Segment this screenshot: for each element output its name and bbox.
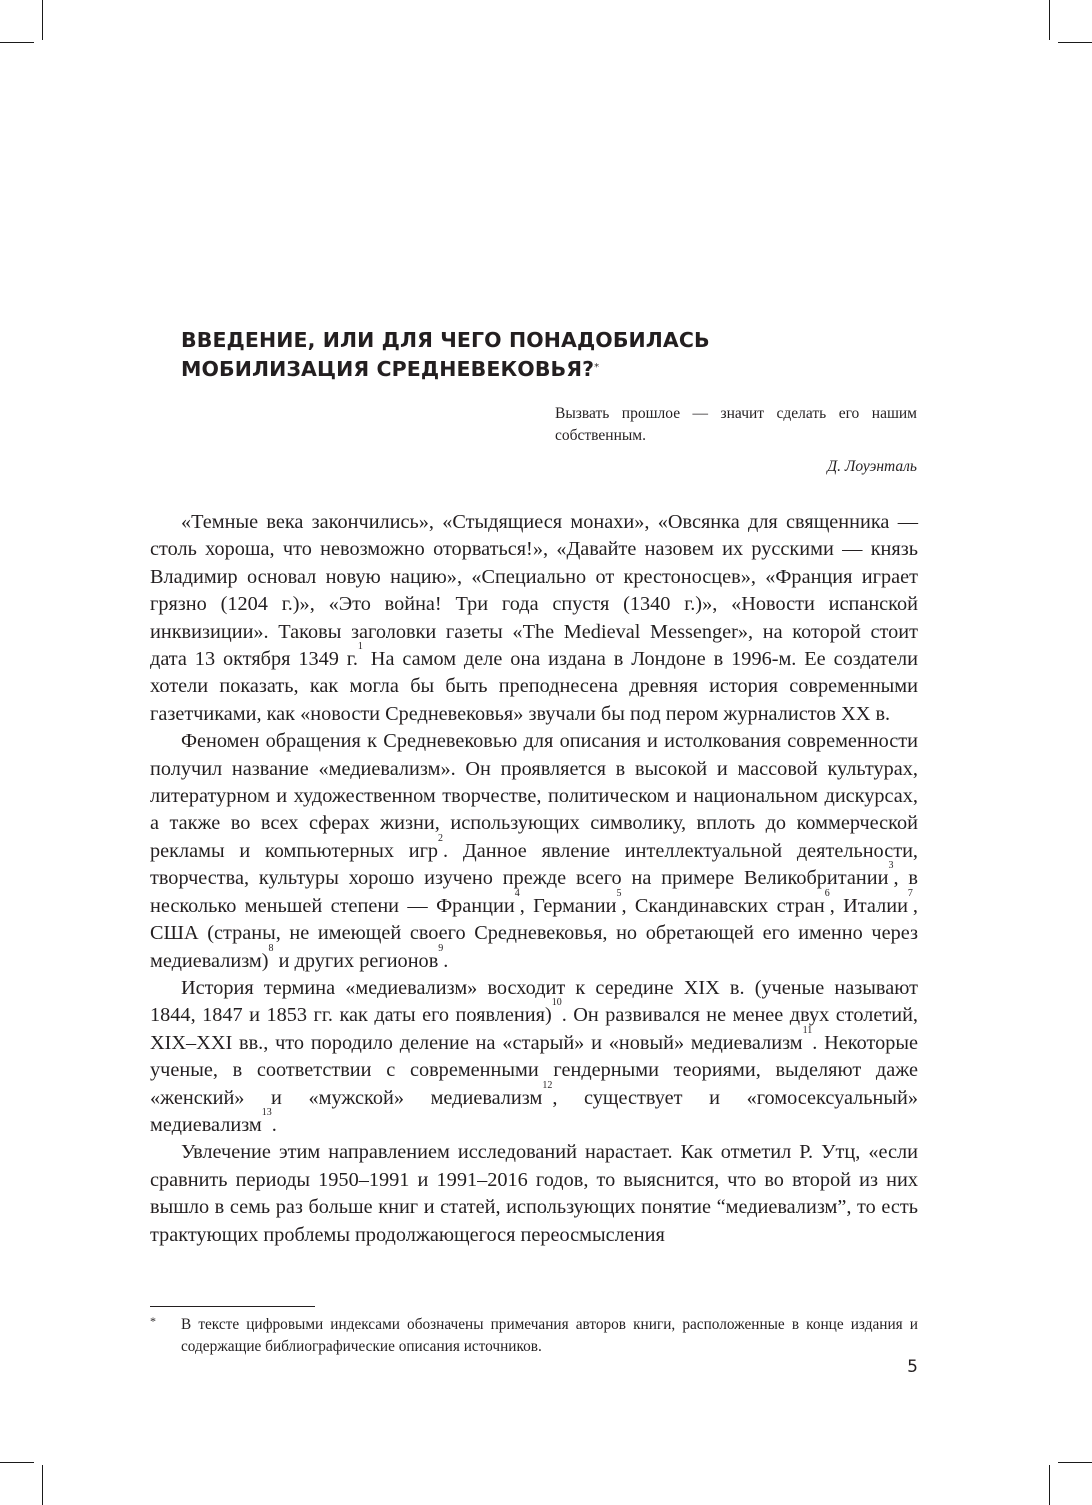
chapter-title: [181, 326, 801, 384]
crop-mark-bottom-right-h: [1058, 1462, 1092, 1463]
footnote-ref: 10: [551, 997, 562, 1009]
paragraph-text: , Германии: [519, 894, 617, 917]
footnote-ref: 2: [438, 832, 444, 844]
epigraph-author: Д. Лоуэнталь: [827, 458, 917, 475]
paragraph-text: и других регионов: [273, 949, 439, 972]
footnote-divider: [150, 1306, 315, 1307]
paragraph-text: История термина «медиевализм» восходит к середине XIX в. (ученые называют 1844, 1847 и 1853 гг. как даты его появления): [150, 976, 918, 1027]
footnote-marker: *: [150, 1314, 156, 1328]
paragraph-text: , США (страны, не имеющей своего Средневековья, но обретающей его именно через медиевализм): [150, 894, 918, 972]
paragraph-1: [150, 509, 918, 728]
crop-mark-top-right-v: [1049, 0, 1050, 40]
paragraph-text: , Италии: [829, 894, 908, 917]
crop-mark-top-left-v: [42, 0, 43, 40]
footnote-ref: 7: [907, 887, 913, 899]
footnote-ref: 8: [268, 942, 274, 954]
epigraph-quote: Вызвать прошлое — значит сделать его нашим собственным.: [555, 405, 917, 444]
footnote-ref: 3: [888, 860, 894, 872]
paragraph-2: [150, 728, 918, 975]
paragraph-text: Феномен обращения к Средневековью для описания и истолкования современности получил название «медиевализм». Он проявляется в высокой и массовой культурах, литературном и художественном творчестве, политическом и национальном дискурсах, а также во всех сферах жизни, использующих символику, вплоть до коммерческой рекламы и компьютерных игр: [150, 730, 918, 862]
page-number: 5: [907, 1357, 918, 1377]
footnote-ref: 1: [357, 641, 363, 653]
paragraph-text: . Данное явление интеллектуальной деятельности, творчества, культуры хорошо изучено прежде всего на примере Великобритании: [150, 839, 918, 890]
paragraph-4: Увлечение этим направлением исследований нарастает. Как отметил Р. Утц, «если сравнить периоды 1950–1991 и 1991–2016 годов, то выяснится, что во второй из них вышло в семь раз больше книг и статей, использующих понятие “медиевализм”, то есть трактующих проблемы продолжающегося переосмысления: [150, 1141, 918, 1246]
body-text: [150, 509, 918, 1249]
paragraph-text: На самом деле она издана в Лондоне в 1996-м. Ее создатели хотели показать, как могла бы быть преподнесена древняя история современными газетчиками, как «новости Средневековья» звучали бы под пером журналистов XX в.: [150, 648, 918, 725]
footnote-ref: 6: [824, 887, 830, 899]
footnote-ref: 9: [438, 942, 444, 954]
paragraph-text: . Он развивался не менее двух столетий, XIX–XXI вв., что породило деление на «старый» и «новый» медиевализм: [150, 1004, 918, 1054]
footnote: [150, 1314, 918, 1358]
title-footnote-marker: *: [594, 362, 600, 373]
paragraph-text: «Темные века закончились», «Стыдящиеся монахи», «Овсянка для священника — столь хороша, что невозможно оторваться!», «Давайте назовем их русскими — князь Владимир основал новую нацию», «Специально от крестоносцев», «Франция играет грязно (1204 г.)», «Это война! Три года спустя (1340 г.)», «Новости испанской инквизиции». Таковы заголовки газеты «The Medieval Messenger», на которой стоит дата 13 октября 1349 г.: [150, 511, 918, 671]
crop-mark-bottom-right-v: [1049, 1465, 1050, 1505]
paragraph-text: , Скандинавских стран: [621, 894, 825, 917]
paragraph-text: .: [271, 1113, 277, 1136]
crop-mark-top-left-h: [0, 42, 34, 43]
footnote-ref: 12: [542, 1079, 553, 1091]
crop-mark-bottom-left-v: [42, 1465, 43, 1505]
chapter-title-line-2: МОБИЛИЗАЦИЯ СРЕДНЕВЕКОВЬЯ?: [181, 357, 595, 381]
paragraph-text: , существует и «гомосексуальный» медиевализм: [150, 1086, 918, 1136]
paragraph-text: . Некоторые ученые, в соответствии с современными гендерными теориями, выделяют даже «женский» и «мужской» медиевализм: [150, 1031, 918, 1109]
crop-mark-top-right-h: [1058, 42, 1092, 43]
paragraph-text: , в несколько меньшей степени — Франции: [150, 867, 918, 917]
crop-mark-bottom-left-h: [0, 1462, 34, 1463]
footnote-text: В тексте цифровыми индексами обозначены примечания авторов книги, расположенные в конце издания и содержащие библиографические описания источников.: [181, 1316, 918, 1355]
paragraph-text: .: [443, 949, 449, 972]
footnote-ref: 4: [514, 887, 520, 899]
footnote-ref: 11: [802, 1024, 813, 1036]
footnote-ref: 5: [616, 887, 622, 899]
footnote-ref: 13: [261, 1106, 272, 1118]
paragraph-3: [150, 975, 918, 1139]
chapter-title-line-1: ВВЕДЕНИЕ, ИЛИ ДЛЯ ЧЕГО ПОНАДОБИЛАСЬ: [181, 328, 710, 352]
